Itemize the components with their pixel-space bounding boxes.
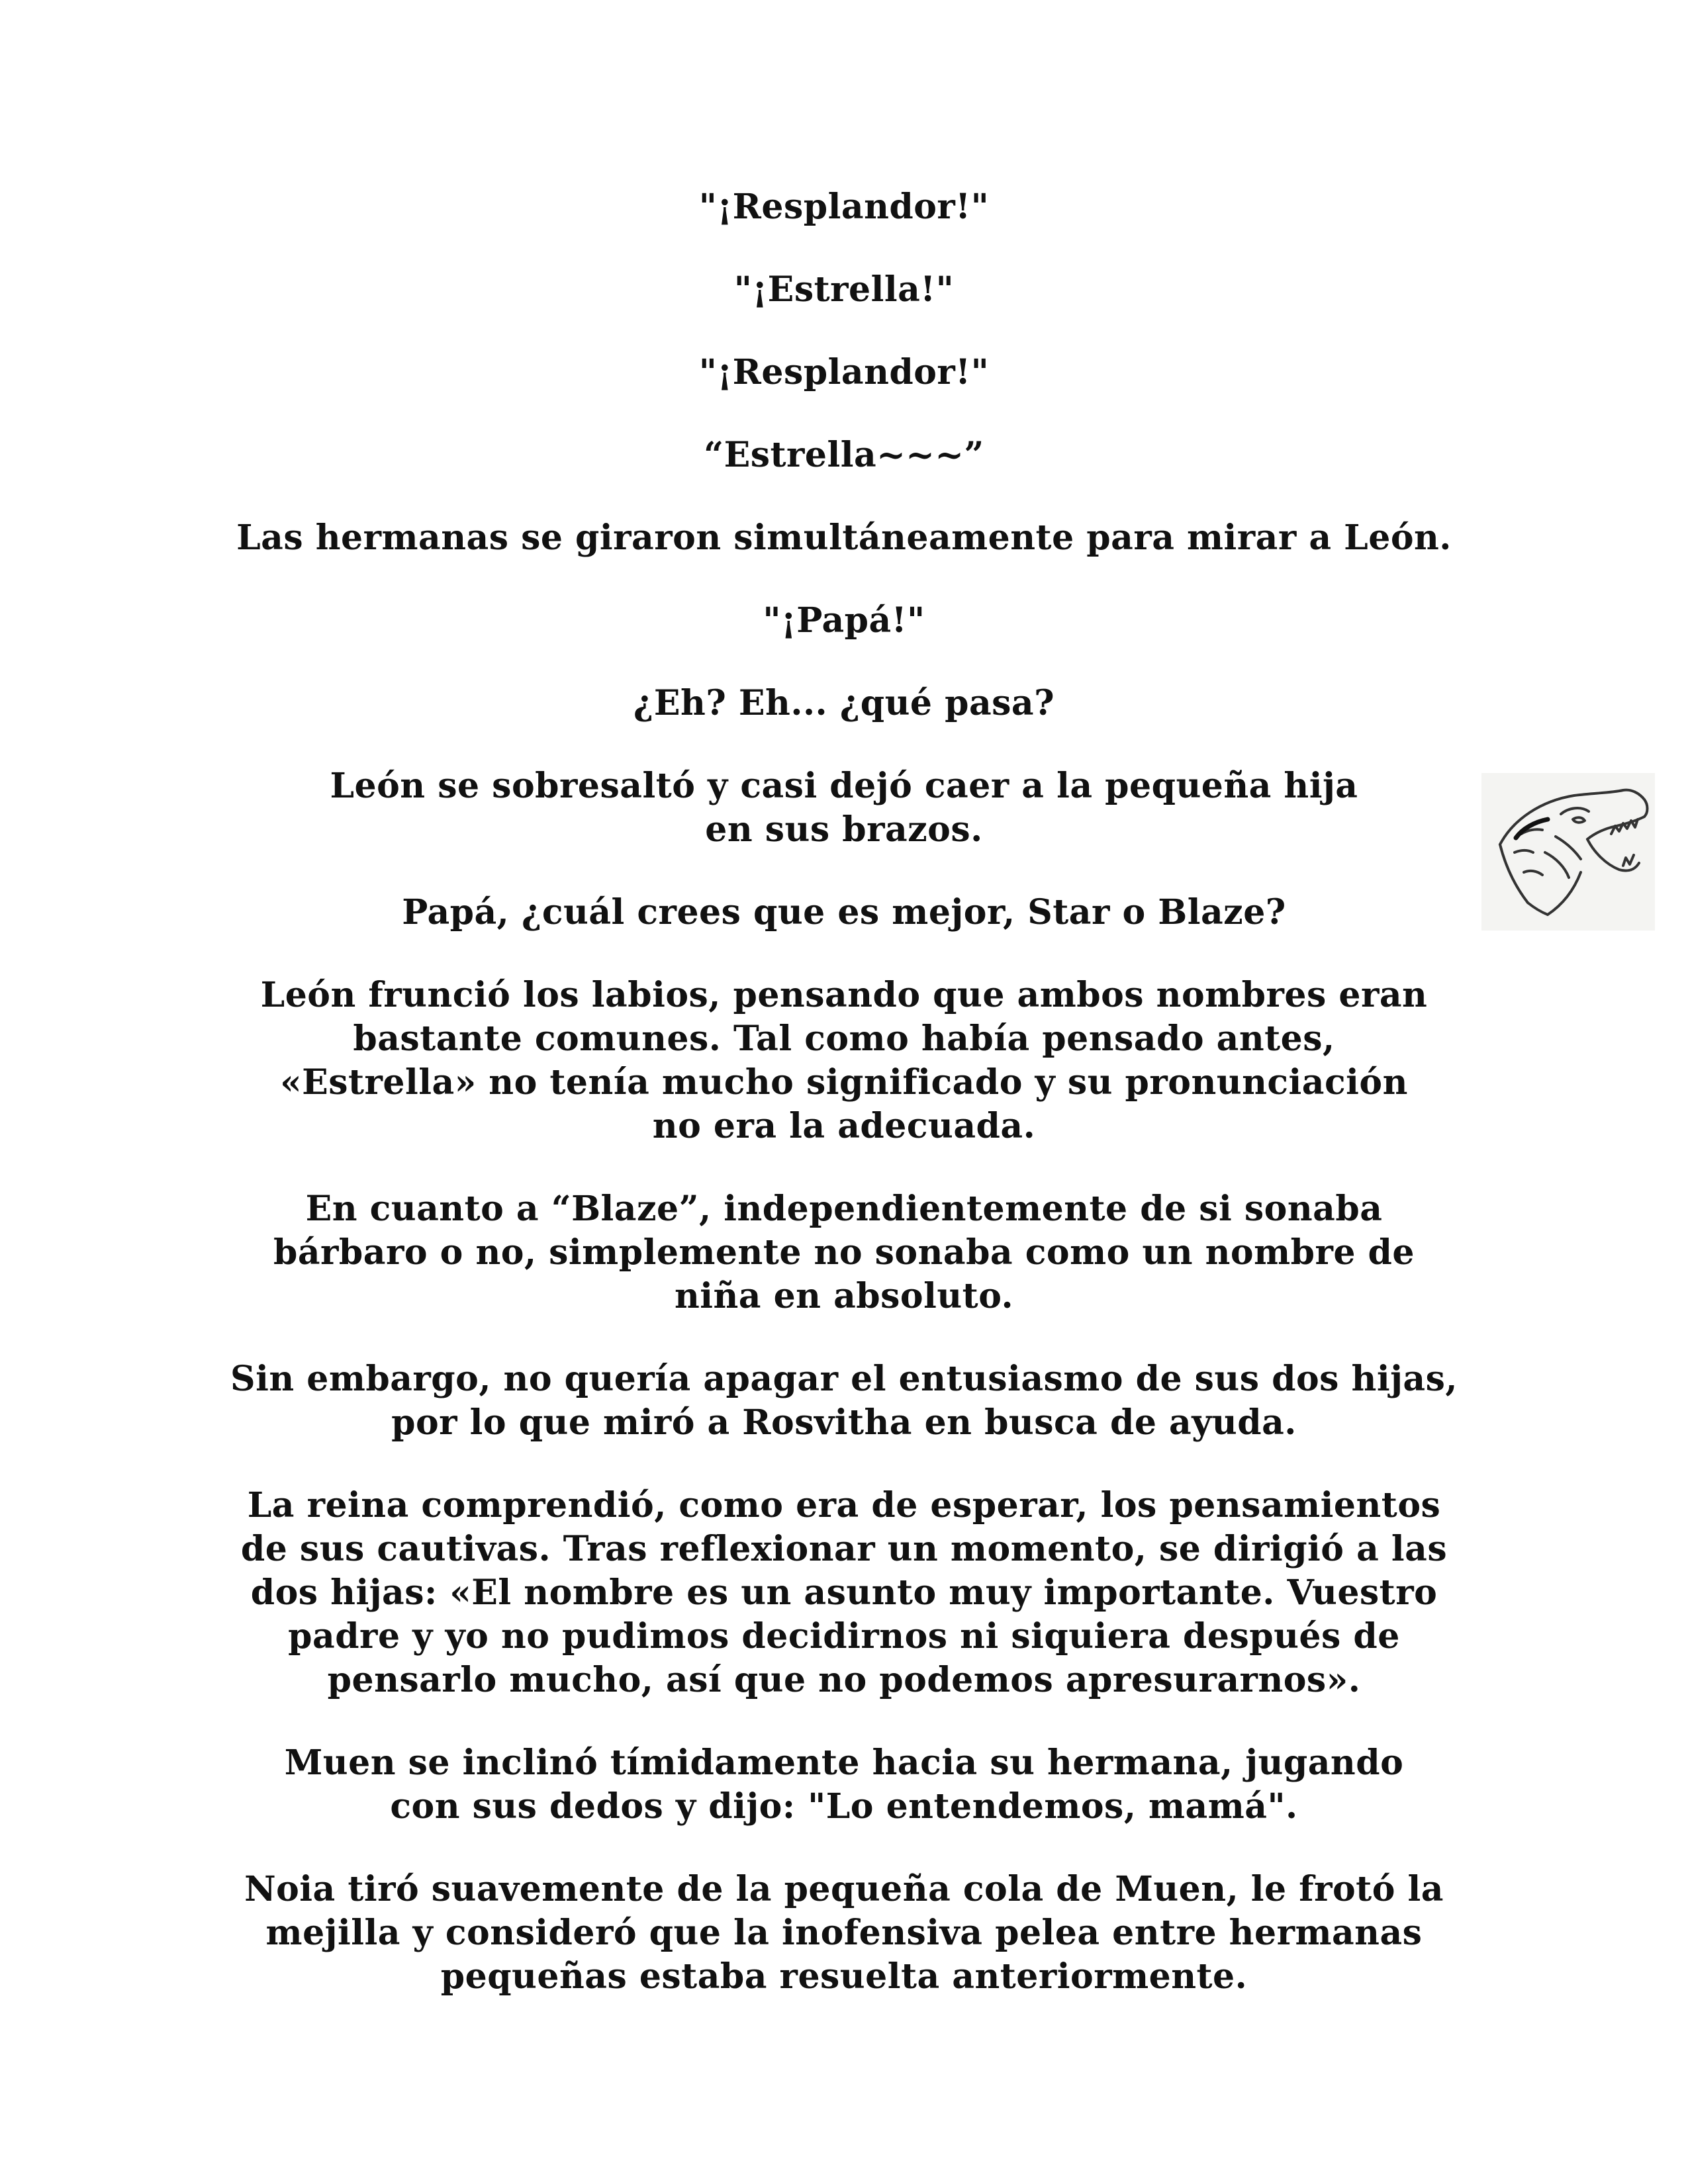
- paragraph: ¿Eh? Eh... ¿qué pasa?: [633, 683, 1055, 723]
- paragraph: Papá, ¿cuál crees que es mejor, Star o Blaze?: [402, 892, 1286, 933]
- paragraph: "¡Papá!": [763, 600, 925, 641]
- paragraph: Muen se inclinó tímidamente hacia su hermana, jugando con sus dedos y dijo: "Lo entendemos, mamá".: [284, 1743, 1404, 1827]
- paragraph: En cuanto a “Blaze”, independientemente de si sonaba bárbaro o no, simplemente no sonaba como un nombre de niña en absoluto.: [273, 1189, 1415, 1316]
- dinosaur-head-icon: [1481, 773, 1655, 931]
- paragraph: La reina comprendió, como era de esperar, los pensamientos de sus cautivas. Tras reflexionar un momento, se dirigió a las dos hijas: «El nombre es un asunto muy importante. Vuestro padre y yo no pudimos decidirnos ni siquiera después de pensarlo mucho, así que no podemos apresurarnos».: [240, 1485, 1448, 1700]
- paragraph: “Estrella~~~”: [704, 435, 984, 475]
- paragraph: León frunció los labios, pensando que ambos nombres eran bastante comunes. Tal como había pensado antes, «Estrella» no tenía mucho significado y su pronunciación no era la adecuada.: [260, 975, 1428, 1146]
- story-text: [225, 185, 1463, 2038]
- paragraph: "¡Resplandor!": [698, 187, 990, 227]
- paragraph: "¡Estrella!": [733, 269, 955, 310]
- paragraph: Las hermanas se giraron simultáneamente para mirar a León.: [236, 518, 1452, 558]
- paragraph: Noia tiró suavemente de la pequeña cola de Muen, le frotó la mejilla y consideró que la inofensiva pelea entre hermanas pequeñas estaba resuelta anteriormente.: [244, 1869, 1444, 1997]
- paragraph: "¡Resplandor!": [698, 352, 990, 392]
- paragraph: Sin embargo, no quería apagar el entusiasmo de sus dos hijas, por lo que miró a Rosvitha en busca de ayuda.: [230, 1359, 1458, 1443]
- paragraph: León se sobresaltó y casi dejó caer a la pequeña hija en sus brazos.: [330, 766, 1358, 850]
